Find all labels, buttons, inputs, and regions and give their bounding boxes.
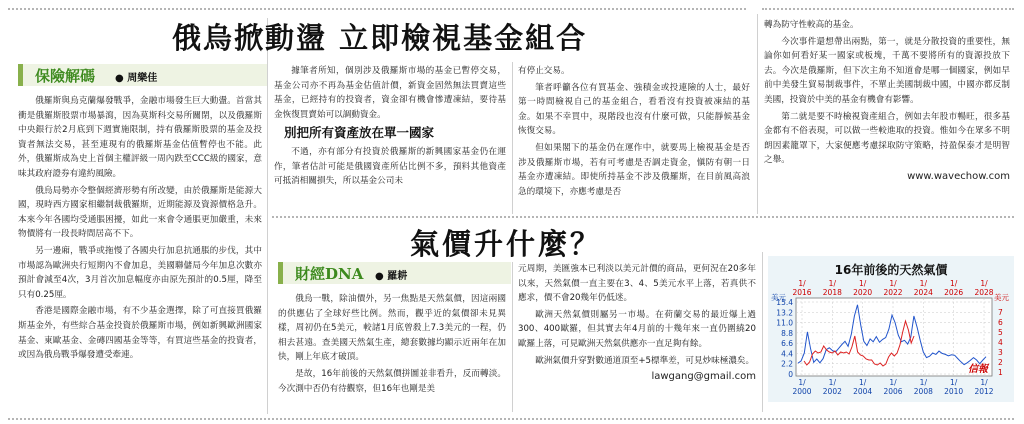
- column-name: 保險解碼: [35, 67, 96, 85]
- plot-area: [796, 298, 992, 376]
- top-axis-year-label: 2016: [792, 288, 812, 297]
- left-axis-unit: 美元: [771, 293, 786, 302]
- column-author: ● 周樂佳: [115, 73, 158, 84]
- bottom-axis-tick-label: 1/: [859, 378, 867, 387]
- paragraph: 另一邊廂，戰爭或拖慢了各國央行加息抗通脹的步伐，其中市場認為歐洲央行短期內不會加息，美國聯儲局今年加息次數亦預計會減至4次，3月首次加息幅度亦由原先預計的0.5厘，降至只有0.25厘。: [18, 245, 262, 300]
- right-axis-tick-label: 2: [998, 358, 1003, 367]
- bottom-axis-year-label: 2006: [883, 387, 903, 396]
- top-axis-year-label: 2022: [883, 288, 903, 297]
- top-axis-year-label: 2020: [853, 288, 873, 297]
- paragraph: 不過，亦有部分有投資於俄羅斯的新興國家基金仍在運作，筆者估計可能是俄國資產所佔比例不多，預料其他資產可抵消相關損失，所以基金公司未: [274, 146, 506, 187]
- paragraph: 是故，16年前後的天然氣價拼圖並非看升，反而轉淡。今次測中否仍有待觀察，但16年也剛是美: [278, 368, 506, 394]
- left-axis-tick-label: 11.0: [776, 318, 793, 328]
- paragraph: 歐洲氣價升穿對數通道頂至+5標準差，可見炒味極濃矣。: [535, 355, 755, 366]
- bottom-axis-year-label: 2010: [944, 387, 964, 396]
- left-axis-tick-label: 15.4: [776, 298, 793, 307]
- column-author: ● 羅耕: [375, 271, 408, 282]
- top-axis-tick-label: 1/: [980, 279, 988, 288]
- bottom-axis-year-label: 2012: [974, 387, 994, 396]
- bottom-axis-tick-label: 1/: [980, 378, 988, 387]
- column-banner-insurance: [18, 64, 267, 86]
- paragraph: 俄烏一戰，除油價外，另一焦點是天然氣價，因這兩國的供應佔了全球好些比例。然而，觀乎近的氣價卻未見異樣，周初仍在5美元，較諸1月底曾殺上7.3美元的一程，仍相去甚遠。查美國天然氣生產，總套數據均顯示近兩年在加快，剛上年底才破頂。: [278, 294, 506, 363]
- bottom-axis-tick-label: 1/: [919, 378, 927, 387]
- paragraph: 俄羅斯與烏克蘭爆發戰爭，金融市場發生巨大動盪。首當其衝是俄羅斯股票市場暴瀉，因為莫斯科交易所關閉，以及俄羅斯中央銀行於2月底到下週實施限制，持有俄羅斯股票的基金及投資者無法交易，甚至連現有的俄羅斯基金估值暫停也不能。此外，俄羅斯成為史上首個主權評級一周內跌至CCC級的國家，意味其政府證券有違約風險。: [18, 96, 262, 179]
- author-website: www.wavechow.com: [907, 170, 1010, 182]
- right-article-text: [518, 64, 750, 201]
- chart-svg: [768, 256, 1014, 402]
- column-divider-5: [762, 252, 763, 412]
- left-axis-tick-label: 13.2: [776, 308, 793, 318]
- bottom-axis-year-label: 2008: [913, 387, 933, 396]
- top-dotted-rule: [8, 8, 746, 10]
- middle-article-text: [274, 64, 506, 191]
- bottom-axis-year-label: 2002: [822, 387, 842, 396]
- paragraph: 歐洲天然氣價則屬另一市場。在荷蘭交易的最近爆上過300、400歐羅，但其實去年4月前的十幾年來一直仍圍繞20歐羅上落，可見歐洲天然氣供應亦一直足夠有餘。: [518, 309, 756, 349]
- second-article-title: 氣價升什麼？: [410, 227, 603, 261]
- column-divider-3: [757, 14, 758, 214]
- far-right-article-text: [764, 18, 1010, 185]
- paragraph: 據筆者所知，個別涉及俄羅斯市場的基金已暫停交易，基金公司亦不再為基金估值計價，新資金固然無法買賣這些基金，已經持有的投資者，資金卻有機會慘遭凍結，要待基金恢復買賣始可以調動資金。: [274, 66, 506, 120]
- chart-title: 16年前後的天然氣價: [834, 263, 948, 277]
- column-divider-1: [267, 18, 268, 414]
- top-axis-tick-label: 1/: [798, 279, 806, 288]
- left-axis-tick-label: 8.8: [781, 328, 793, 338]
- column-divider-4: [512, 262, 513, 412]
- left-axis-tick-label: 2.2: [781, 359, 793, 369]
- right-axis-tick-label: 4: [998, 338, 1003, 347]
- middle-dotted-rule: [272, 216, 1014, 218]
- top-axis-year-label: 2026: [944, 288, 964, 297]
- page-title: 俄烏掀動盪 立即檢視基金組合: [172, 21, 588, 55]
- bottom-axis-tick-label: 1/: [950, 378, 958, 387]
- chart-watermark: 信報: [968, 364, 988, 375]
- paragraph: 轉為防守性較高的基金。: [764, 20, 859, 30]
- right-axis-unit: 美元: [994, 293, 1009, 302]
- paragraph: 有停止交易。: [518, 66, 570, 76]
- left-axis-tick-label: 6.6: [781, 339, 793, 349]
- bottom-axis-tick-label: 1/: [798, 378, 806, 387]
- right-axis-tick-label: 3: [998, 348, 1003, 357]
- paragraph: 香港是國際金融市場，有不少基金選擇，除了可直接買俄羅斯基金外，有些綜合基金投資於俄羅斯市場，例如新興歐洲國家基金、東歐基金、金磚四國基金等等，有買這些基金的投資者，或因為俄烏戰爭爆發遭受牽連。: [18, 306, 262, 361]
- author-email: lawgang@gmail.com: [651, 371, 756, 383]
- upper-dotted-rule-right: [762, 8, 1014, 10]
- top-axis-tick-label: 1/: [889, 279, 897, 288]
- paragraph: 筆者呼籲各位有買基金、強積金或投連險的人士，最好第一時間檢視自己的基金組合，看看沒有投資被凍結的基金。如果不幸買中，現階段也沒有什麼可做，只能靜候基金恢復交易。: [518, 82, 750, 137]
- paragraph: 俄烏局勢亦令整個經濟形勢有所改變，由於俄羅斯是能源大國，現時西方國家相繼制裁俄羅斯，近期能源及資源價格急升。本來今年各國均受通脹困擾，如此一來會令通脹更加嚴重，未來物價將有一段長時間居高不下。: [18, 185, 262, 240]
- section-subhead: 別把所有資產放在單一國家: [284, 125, 435, 141]
- left-axis-tick-label: 4.4: [781, 349, 793, 359]
- top-axis-tick-label: 1/: [919, 279, 927, 288]
- bottom-axis-year-label: 2004: [853, 387, 873, 396]
- paragraph: 今次事件還想帶出兩點，第一，就是分散投資的重要性，無論你如何看好某一國家或板塊，千萬不要將所有的資源投放下去。今次是俄羅斯，但下次主角不知道會是哪一個國家，例如早前中美發生貿易制裁事件，不單止美國制裁中國，中國亦都反制美國，投資於中美的基金有機會有影響。: [764, 36, 1010, 105]
- top-axis-tick-label: 1/: [950, 279, 958, 288]
- bottom-axis-tick-label: 1/: [889, 378, 897, 387]
- top-axis-year-label: 2028: [974, 288, 994, 297]
- second-article-text-1: [278, 292, 506, 398]
- natural-gas-chart: [768, 256, 1014, 402]
- right-axis-tick-label: 1: [998, 368, 1003, 377]
- bottom-axis-year-label: 2000: [792, 387, 812, 396]
- top-axis-year-label: 2018: [822, 288, 842, 297]
- bottom-axis-tick-label: 1/: [828, 378, 836, 387]
- left-axis-tick-label: 0: [788, 370, 793, 379]
- bottom-dotted-rule: [8, 418, 1014, 420]
- paragraph: 元周期，美匯強本已利淡以美元計價的商品，更何況在20多年以來，天然氣價一直主要在3、4、5美元水平上落，若真供不應求，價不會20幾年仍低迷。: [518, 264, 756, 304]
- left-article-text: [18, 94, 262, 365]
- paragraph: 第二就是要不時檢視資產組合，例如去年股市暢旺，很多基金都有不俗表現，可以做一些較進取的投資。惟如今在眾多不明朗因素籠罩下，大家便應考慮採取防守策略，持盈保泰才是明智之舉。: [764, 111, 1010, 166]
- top-axis-tick-label: 1/: [828, 279, 836, 288]
- right-axis-tick-label: 7: [998, 308, 1003, 317]
- column-banner-finance-dna: [278, 262, 511, 284]
- top-axis-tick-label: 1/: [859, 279, 867, 288]
- paragraph: 但如果閣下的基金仍在運作中，就要馬上檢視基金是否涉及俄羅斯市場，若有可考慮是否調走資金，愼防有朝一日基金亦遭凍結。即使所持基金不涉及俄羅斯，在目前風高浪急的環境下，亦應考慮是否: [518, 142, 750, 197]
- top-axis-year-label: 2024: [913, 288, 933, 297]
- column-divider-2: [512, 62, 513, 214]
- column-name: 財經DNA: [295, 265, 364, 283]
- right-axis-tick-label: 6: [998, 318, 1003, 327]
- second-article-text-2: [518, 262, 756, 385]
- right-axis-tick-label: 5: [998, 328, 1003, 337]
